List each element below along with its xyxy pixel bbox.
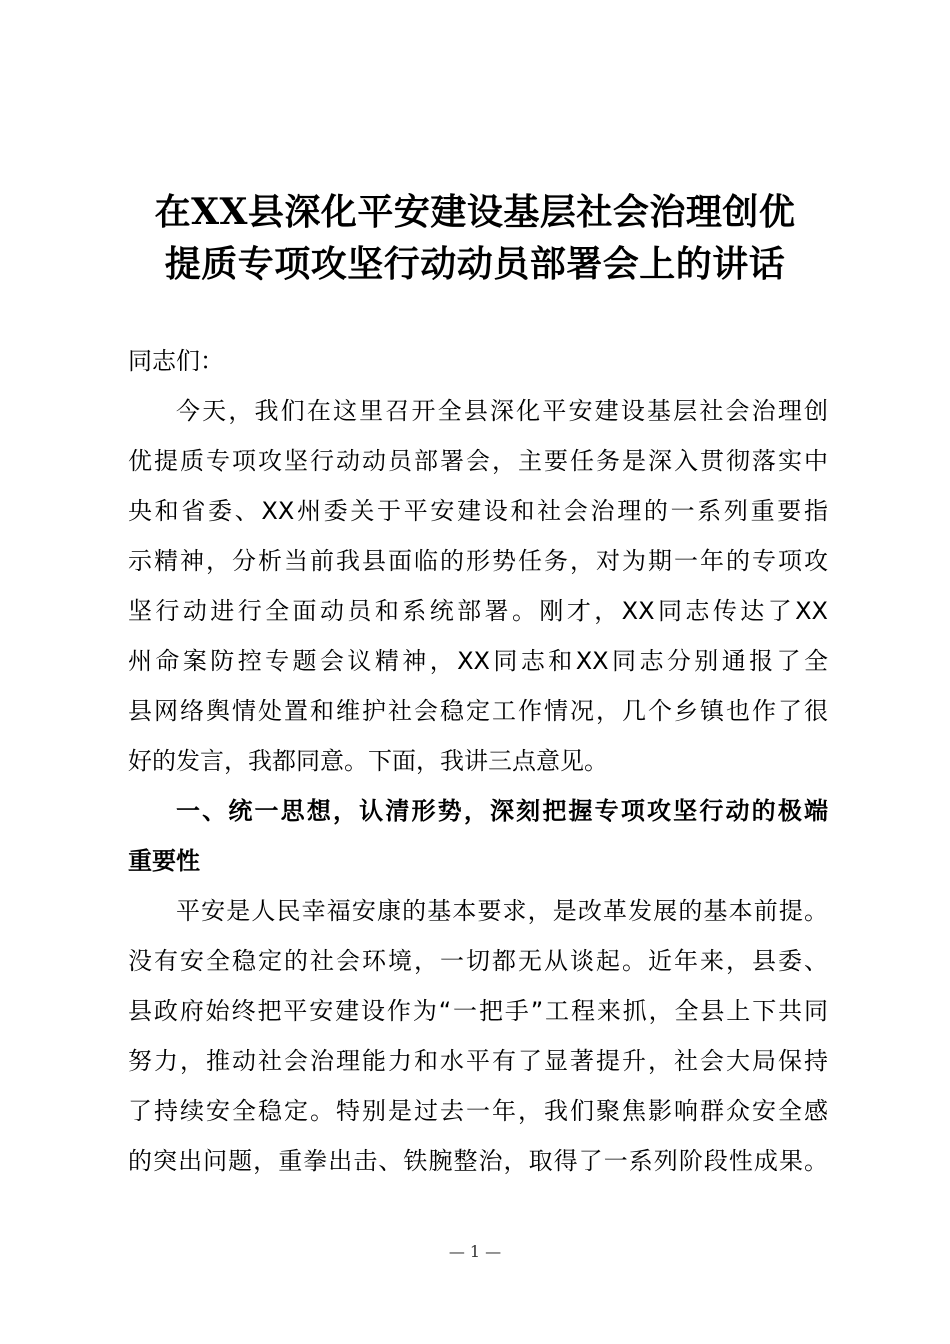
paragraph-line: 县政府始终把平安建设作为“一把手”工程来抓，全县上下共同 [128, 997, 828, 1025]
paragraph-line: 努力，推动社会治理能力和水平有了显著提升，社会大局保持 [128, 1047, 828, 1075]
salutation: 同志们： [128, 347, 224, 375]
paragraph-line: 平安是人民幸福安康的基本要求，是改革发展的基本前提。 [176, 897, 828, 925]
paragraph-line: 的突出问题，重拳出击、铁腕整治，取得了一系列阶段性成果。 [128, 1147, 828, 1175]
paragraph-line: 示精神，分析当前我县面临的形势任务，对为期一年的专项攻 [128, 547, 828, 575]
paragraph-2 [128, 886, 828, 1186]
paragraph-line: 坚行动进行全面动员和系统部署。刚才，XX同志传达了XX [128, 597, 828, 625]
paragraph-line: 州命案防控专题会议精神，XX同志和XX同志分别通报了全 [128, 647, 828, 675]
paragraph-line: 县网络舆情处置和维护社会稳定工作情况，几个乡镇也作了很 [128, 697, 828, 725]
document-title [120, 186, 830, 290]
page-number: — 1 — [448, 1242, 502, 1261]
paragraph-line: 今天，我们在这里召开全县深化平安建设基层社会治理创 [176, 397, 828, 425]
paragraph-1 [128, 386, 828, 786]
paragraph-line: 央和省委、XX州委关于平安建设和社会治理的一系列重要指 [128, 497, 828, 525]
paragraph-line: 没有安全稳定的社会环境，一切都无从谈起。近年来，县委、 [128, 947, 828, 975]
heading-line: 重要性 [128, 847, 200, 875]
title-line: 在XX县深化平安建设基层社会治理创优 [154, 191, 796, 233]
heading-line: 一、统一思想，认清形势，深刻把握专项攻坚行动的极端 [176, 797, 828, 825]
paragraph-line: 好的发言，我都同意。下面，我讲三点意见。 [128, 747, 608, 775]
title-line: 提质专项攻坚行动动员部署会上的讲话 [164, 243, 786, 285]
document-body [128, 336, 828, 1186]
paragraph-line: 优提质专项攻坚行动动员部署会，主要任务是深入贯彻落实中 [128, 447, 828, 475]
section-heading-1 [128, 786, 828, 886]
paragraph-line: 了持续安全稳定。特别是过去一年，我们聚焦影响群众安全感 [128, 1097, 828, 1125]
